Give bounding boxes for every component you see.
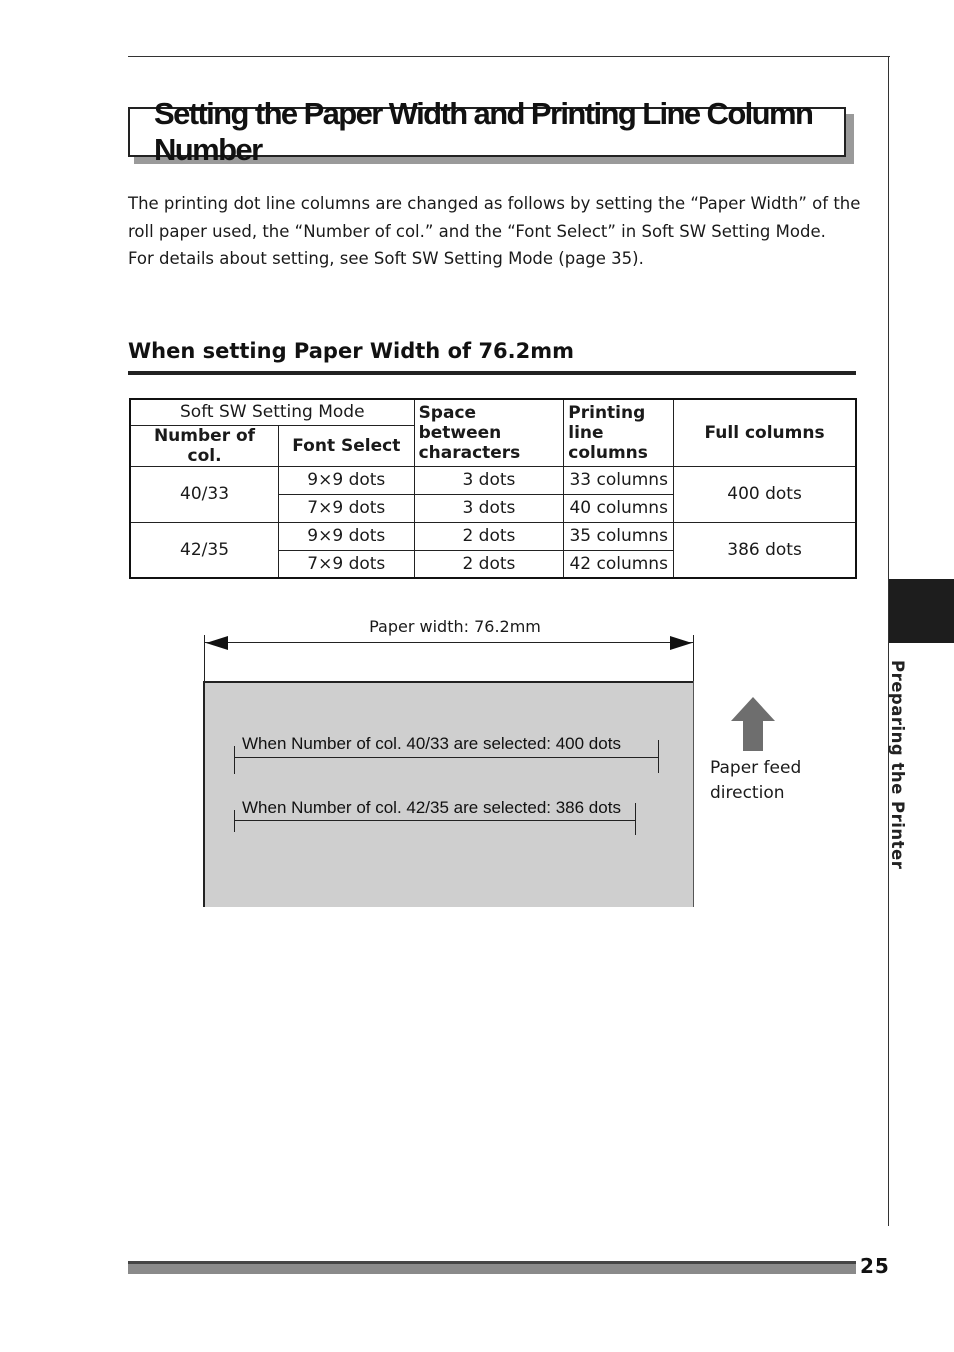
intro-line: For details about setting, see Soft SW Setting Mode (page 35). [128,249,644,268]
chapter-tab [889,579,954,643]
cell-full: 400 dots [674,466,856,522]
cell-font: 9×9 dots [279,466,415,494]
dimension-label-400: When Number of col. 40/33 are selected: 400 dots [242,734,621,753]
cell-font: 7×9 dots [279,550,415,578]
paper-right-edge [693,681,694,907]
cell-full: 386 dots [674,522,856,578]
table-header-number: Number of col. [130,425,279,466]
page-number: 25 [860,1254,890,1278]
cell-space: 3 dots [414,466,564,494]
cell-font: 7×9 dots [279,494,415,522]
table-group-header: Soft SW Setting Mode [130,399,414,425]
intro-paragraph [128,190,864,273]
dimension-label-386: When Number of col. 42/35 are selected: 386 dots [242,798,621,817]
table-header-full: Full columns [674,399,856,466]
top-rule [128,56,890,57]
dimension-line-400 [234,757,659,758]
table-header-font: Font Select [279,425,415,466]
footer-bar [128,1261,856,1274]
table-header-printing: Printing line columns [564,399,674,466]
settings-table [129,398,857,579]
cell-printing: 33 columns [564,466,674,494]
cell-space: 2 dots [414,522,564,550]
table-row [130,522,856,550]
page-title [128,96,846,167]
paper-feed-label-line: direction [710,783,785,803]
page-title-text: Setting the Paper Width and Printing Line Column Number [154,96,813,167]
paper-feed-label [710,756,801,806]
cell-number: 40/33 [130,466,279,522]
table-header-space: Space between characters [414,399,564,466]
section-heading-rule [128,371,856,375]
section-heading: When setting Paper Width of 76.2mm [128,339,575,363]
cell-printing: 35 columns [564,522,674,550]
dimension-tick [234,810,235,832]
arrow-right-icon [670,636,692,650]
cell-number: 42/35 [130,522,279,578]
chapter-tab-label: Preparing the Printer [888,660,907,870]
dimension-tick [658,740,659,773]
cell-printing: 40 columns [564,494,674,522]
dimension-tick [234,746,235,774]
intro-line: The printing dot line columns are changed as follows by setting the “Paper Width” of the [128,194,861,213]
dimension-tick [635,803,636,835]
intro-line: roll paper used, the “Number of col.” and the “Font Select” in Soft SW Setting Mode. [128,221,826,241]
paper-feed-label-line: Paper feed [710,758,802,778]
paper-area [203,681,694,907]
cell-printing: 42 columns [564,550,674,578]
cell-font: 9×9 dots [279,522,415,550]
paper-width-dimension-line [204,642,694,643]
arrow-left-icon [206,636,228,650]
cell-space: 3 dots [414,494,564,522]
table-row [130,466,856,494]
dimension-line-386 [234,820,636,821]
arrow-up-icon [731,697,775,751]
cell-space: 2 dots [414,550,564,578]
paper-width-label: Paper width: 76.2mm [369,617,541,636]
